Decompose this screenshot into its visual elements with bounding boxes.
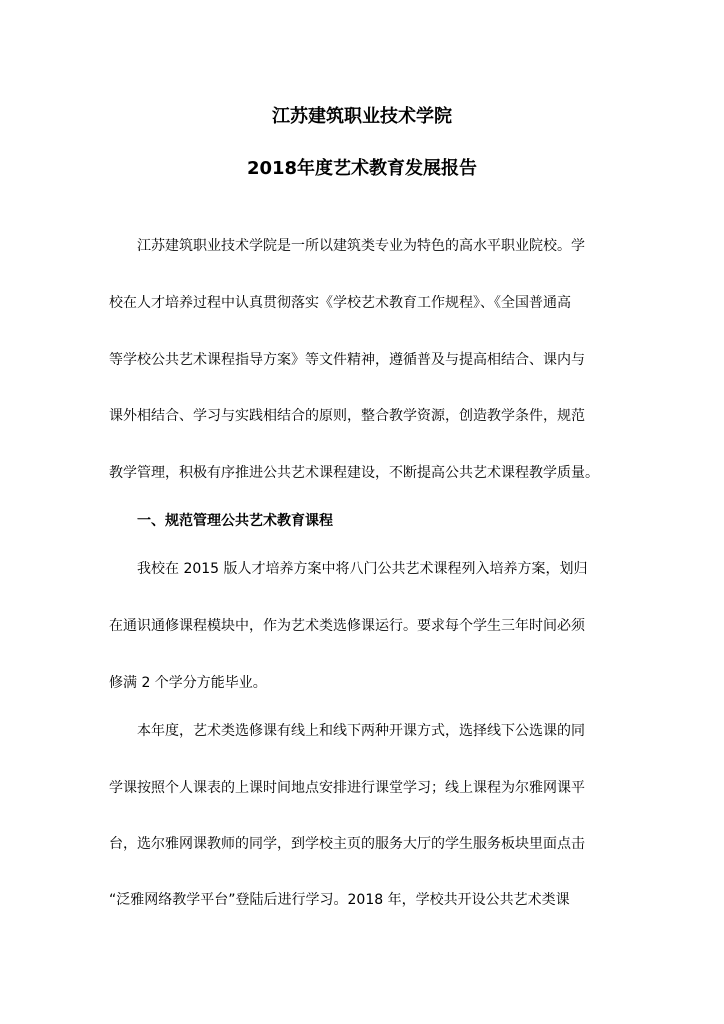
paragraph2-line-1: 本年度，艺术类选修课有线上和线下两种开课方式，选择线下公选课的同 bbox=[137, 723, 585, 739]
paragraph2-line-2: 学课按照个人课表的上课时间地点安排进行课堂学习；线上课程为尔雅网课平 bbox=[109, 780, 585, 796]
intro-line-3: 等学校公共艺术课程指导方案》等文件精神，遵循普及与提高相结合、课内与 bbox=[109, 352, 585, 368]
paragraph2-line-3: 台，选尔雅网课教师的同学，到学校主页的服务大厅的学生服务板块里面点击 bbox=[109, 836, 585, 852]
document-title-report: 2018年度艺术教育发展报告 bbox=[246, 158, 478, 179]
paragraph1-line-1: 我校在 2015 版人才培养方案中将八门公共艺术课程列入培养方案，划归 bbox=[137, 561, 588, 577]
intro-line-1: 江苏建筑职业技术学院是一所以建筑类专业为特色的高水平职业院校。学 bbox=[137, 238, 585, 254]
paragraph2-line-4: “泛雅网络教学平台”登陆后进行学习。2018 年，学校共开设公共艺术类课 bbox=[109, 892, 570, 908]
intro-line-2: 校在人才培养过程中认真贯彻落实《学校艺术教育工作规程》、《全国普通高 bbox=[109, 295, 571, 311]
intro-line-5: 教学管理，积极有序推进公共艺术课程建设，不断提高公共艺术课程教学质量。 bbox=[109, 465, 599, 481]
intro-line-4: 课外相结合、学习与实践相结合的原则，整合教学资源，创造教学条件，规范 bbox=[109, 408, 585, 424]
section-heading: 一、规范管理公共艺术教育课程 bbox=[137, 513, 333, 529]
document-title-institution: 江苏建筑职业技术学院 bbox=[272, 106, 452, 127]
paragraph1-line-2: 在通识通修课程模块中，作为艺术类选修课运行。要求每个学生三年时间必须 bbox=[109, 618, 585, 634]
paragraph1-line-3: 修满 2 个学分方能毕业。 bbox=[109, 675, 267, 691]
